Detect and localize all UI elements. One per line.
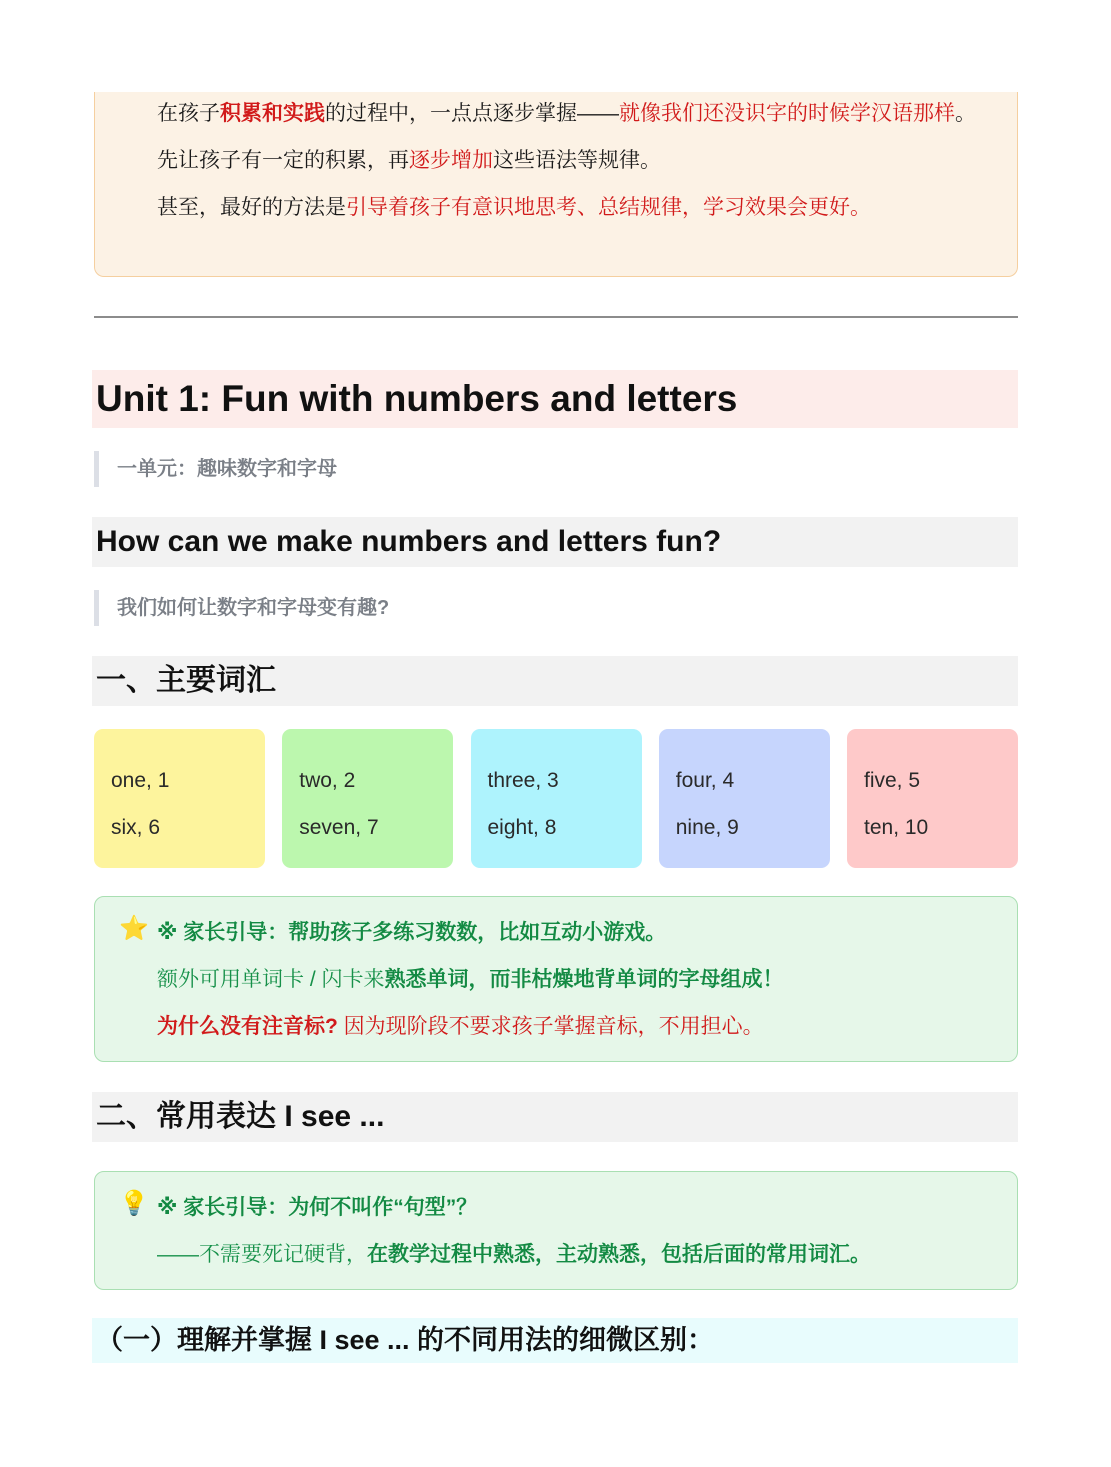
vocab-word: seven, 7 xyxy=(299,816,379,839)
guide-title: ※ 家长引导：帮助孩子多练习数数，比如互动小游戏。 xyxy=(157,921,667,944)
guide-text: ——不需要死记硬背， xyxy=(157,1243,367,1266)
guide-answer: 因为现阶段不要求孩子掌握音标，不用担心。 xyxy=(337,1015,764,1038)
note-text: 在孩子 xyxy=(157,102,220,125)
vocab-card xyxy=(847,729,1018,868)
guide-text: 额外可用单词卡 / 闪卡来 xyxy=(157,968,385,991)
vocab-word: nine, 9 xyxy=(675,816,739,839)
vocab-word: two, 2 xyxy=(299,769,356,792)
vocab-word: one, 1 xyxy=(111,769,170,792)
note-text: 甚至，最好的方法是 xyxy=(157,196,346,219)
star-icon: ⭐ xyxy=(119,915,149,942)
note-paragraph-2 xyxy=(157,143,987,179)
vocab-word: four, 4 xyxy=(675,769,735,792)
guide-lines xyxy=(157,1184,997,1278)
note-highlight: 就像我们还没识字的时候学汉语那样 xyxy=(619,102,955,125)
horizontal-divider xyxy=(94,316,1018,318)
guide-question: 为什么没有注音标? xyxy=(157,1015,338,1038)
vocab-word: three, 3 xyxy=(487,769,559,792)
guide-lines xyxy=(157,909,997,1050)
unit-subtitle: 一单元：趣味数字和字母 xyxy=(94,451,337,487)
question-heading: How can we make numbers and letters fun? xyxy=(92,517,1018,567)
parent-guide-box-vocabulary xyxy=(94,896,1018,1062)
section-expressions-heading: 二、常用表达 I see ... xyxy=(92,1092,1018,1142)
note-text: 的过程中，一点点逐步掌握—— xyxy=(325,102,619,125)
unit-title: Unit 1: Fun with numbers and letters xyxy=(92,370,1018,428)
note-highlight: 积累和实践 xyxy=(220,102,325,125)
guide-emphasis: 在教学过程中熟悉，主动熟悉，包括后面的常用词汇。 xyxy=(367,1243,871,1266)
note-text: 先让孩子有一定的积累，再 xyxy=(157,149,409,172)
vocabulary-cards xyxy=(94,729,1018,868)
guide-line xyxy=(157,956,997,1003)
vocab-word: ten, 10 xyxy=(864,816,929,839)
note-highlight: 逐步增加 xyxy=(409,149,493,172)
vocab-word: five, 5 xyxy=(864,769,921,792)
guide-line xyxy=(157,1231,997,1278)
vocab-card xyxy=(282,729,453,868)
note-paragraph-3 xyxy=(157,190,987,226)
guide-emphasis: 熟悉单词，而非枯燥地背单词的字母组成！ xyxy=(384,968,784,991)
vocab-card xyxy=(94,729,265,868)
note-text: 这些语法等规律。 xyxy=(493,149,661,172)
vocab-word: eight, 8 xyxy=(487,816,557,839)
guide-line xyxy=(157,1003,997,1050)
note-text: 。 xyxy=(955,102,976,125)
vocab-word: six, 6 xyxy=(111,816,161,839)
subsection-heading: （一）理解并掌握 I see ... 的不同用法的细微区别： xyxy=(92,1318,1018,1363)
vocab-card xyxy=(471,729,642,868)
intro-note-box xyxy=(94,92,1018,277)
note-highlight: 引导着孩子有意识地思考、总结规律，学习效果会更好。 xyxy=(346,196,871,219)
guide-title: ※ 家长引导：为何不叫作“句型”？ xyxy=(157,1196,478,1219)
note-paragraph-1 xyxy=(157,96,987,132)
parent-guide-box-expressions xyxy=(94,1171,1018,1290)
vocab-card xyxy=(659,729,830,868)
lightbulb-icon: 💡 xyxy=(119,1190,149,1217)
question-subtitle: 我们如何让数字和字母变有趣? xyxy=(94,590,389,626)
section-vocabulary-heading: 一、主要词汇 xyxy=(92,656,1018,706)
